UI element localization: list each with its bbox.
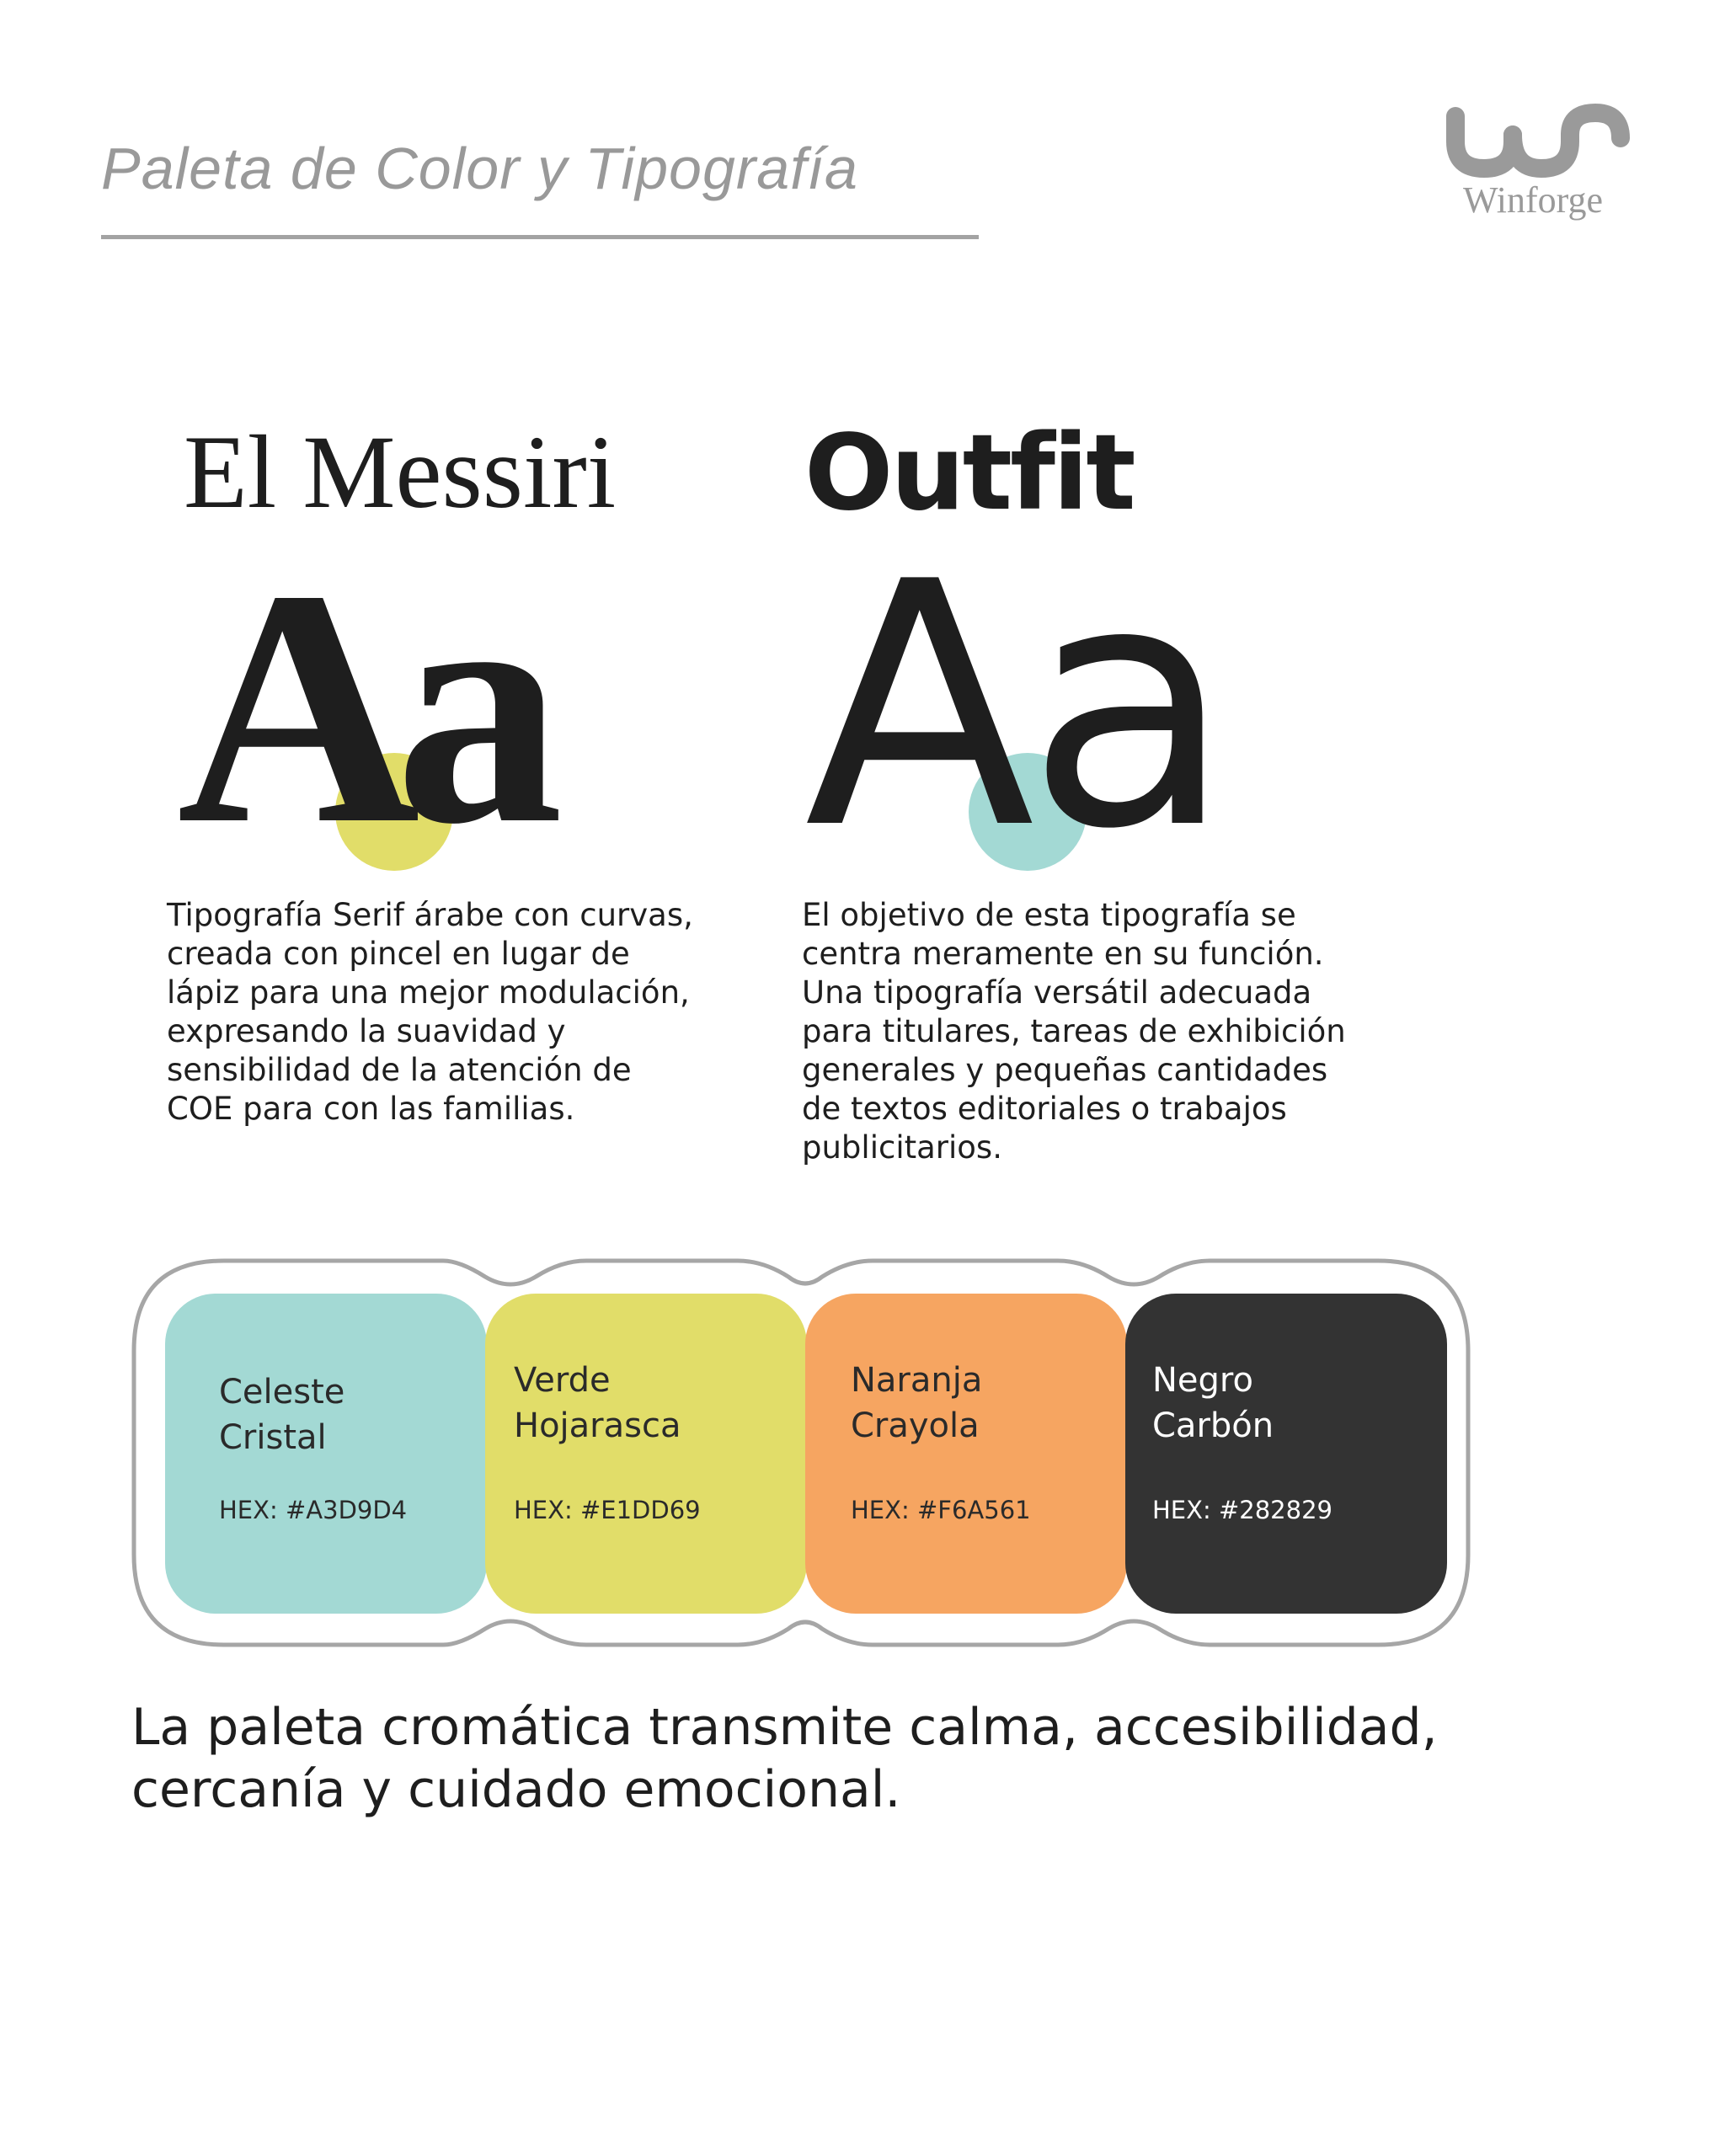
swatch-verde-hojarasca xyxy=(485,1294,807,1614)
swatch-name-line1: Celeste xyxy=(219,1373,345,1412)
description-outfit: El objetivo de esta tipografía se centra meramente en su función. Una tipografía versátil adecuada para titulares, tareas de exhibición generales y pequeñas cantidades de textos editoriales o trabajos publicitarios. xyxy=(802,897,1346,1166)
page-title: Paleta de Color y Tipografía xyxy=(101,136,858,201)
swatch-hex: HEX: #A3D9D4 xyxy=(219,1496,408,1524)
brand-logo xyxy=(1432,101,1634,227)
swatch-name-line2: Cristal xyxy=(219,1418,327,1457)
specimen-el-messiri: Aa xyxy=(177,520,538,894)
closing-statement: La paleta cromática transmite calma, accesibilidad, cercanía y cuidado emocional. xyxy=(131,1698,1438,1819)
swatch-celeste-cristal xyxy=(165,1294,487,1614)
swatch-name-line1: Negro xyxy=(1152,1361,1253,1400)
swatch-name-line2: Hojarasca xyxy=(514,1406,681,1445)
winforge-logo-icon xyxy=(1432,101,1634,181)
swatch-negro-carbon xyxy=(1125,1294,1447,1614)
font-name-el-messiri: El Messiri xyxy=(184,414,617,530)
swatch-name-line2: Crayola xyxy=(851,1406,980,1445)
swatch-name-line1: Verde xyxy=(514,1361,611,1400)
specimen-outfit: Aa xyxy=(804,511,1225,903)
swatch-hex: HEX: #282829 xyxy=(1152,1496,1332,1524)
swatch-naranja-crayola xyxy=(805,1294,1127,1614)
font-name-outfit: Outfit xyxy=(804,413,1134,534)
swatch-name-line2: Carbón xyxy=(1152,1406,1274,1445)
description-el-messiri: Tipografía Serif árabe con curvas, creada con pincel en lugar de lápiz para una mejor modulación, expresando la suavidad y sensibilidad de la atención de COE para con las familias. xyxy=(167,897,693,1127)
title-divider xyxy=(101,235,979,239)
swatch-name-line1: Naranja xyxy=(851,1361,983,1400)
brand-name: Winforge xyxy=(1462,179,1604,221)
swatch-hex: HEX: #F6A561 xyxy=(851,1496,1031,1524)
swatch-hex: HEX: #E1DD69 xyxy=(514,1496,701,1524)
